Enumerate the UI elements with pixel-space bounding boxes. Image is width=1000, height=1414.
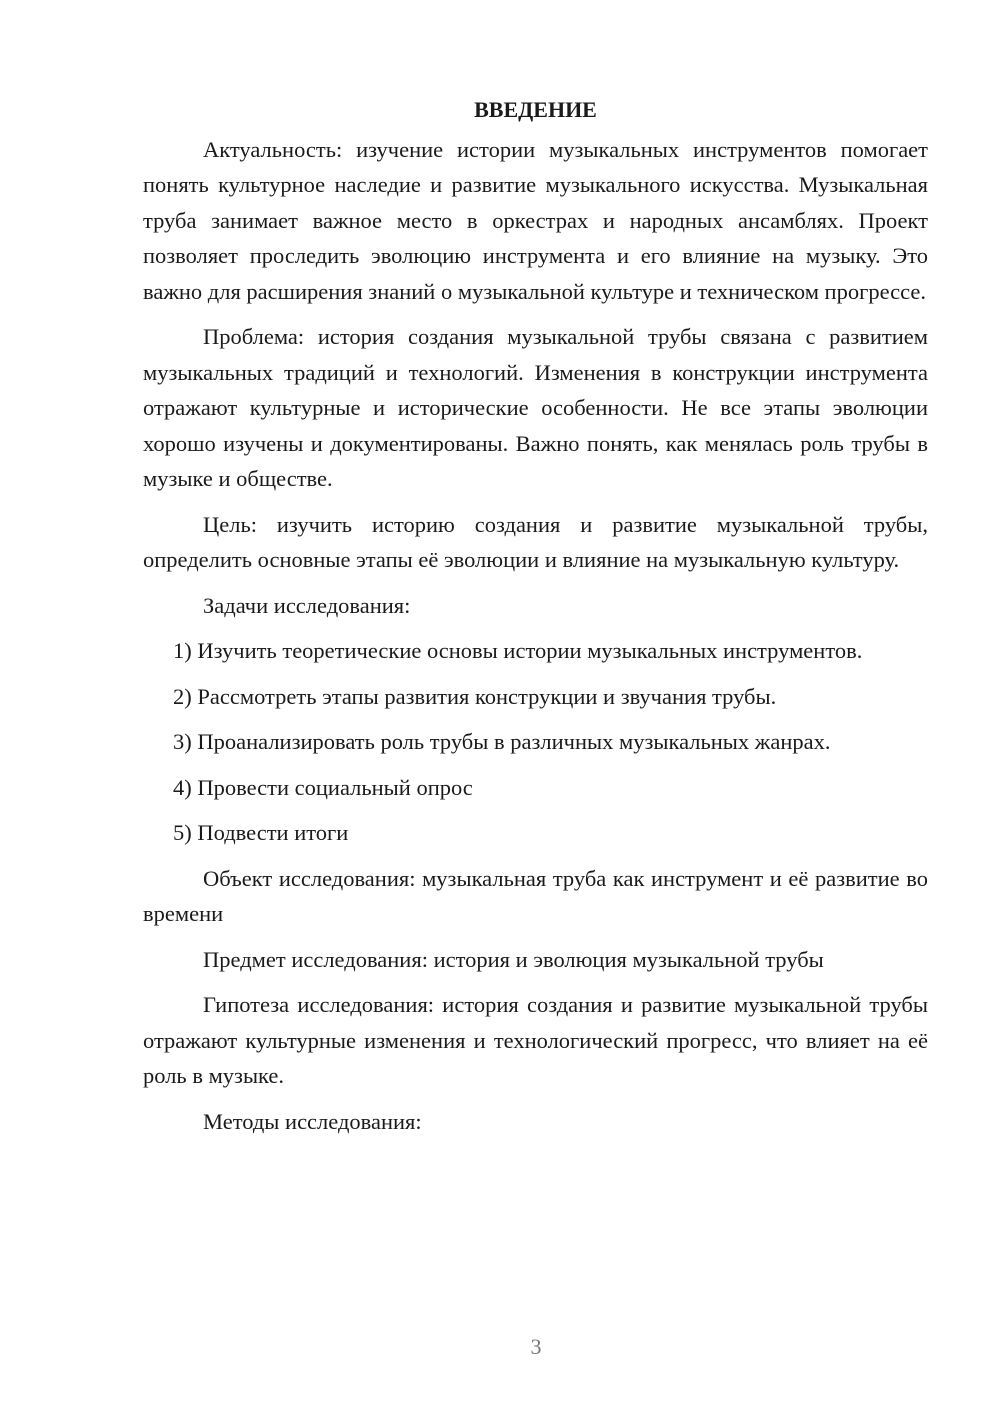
list-item: 3) Проанализировать роль трубы в различных музыкальных жанрах. <box>173 729 831 754</box>
page-number: 3 <box>530 1334 542 1359</box>
hypothesis-paragraph: Гипотеза исследования: история создания и развитие музыкальной трубы отражают культурные изменения и технологический прогресс, что влияет на её роль в музыке. <box>143 992 928 1088</box>
subject-paragraph: Предмет исследования: история и эволюция музыкальной трубы <box>203 946 824 972</box>
document-page <box>143 92 928 1149</box>
list-item: 5) Подвести итоги <box>173 820 349 845</box>
tasks-title: Задачи исследования: <box>203 592 411 618</box>
tasks-list <box>143 633 928 851</box>
page-title: ВВЕДЕНИЕ <box>474 97 597 122</box>
list-item: 2) Рассмотреть этапы развития конструкции и звучания трубы. <box>173 683 777 709</box>
methods-title: Методы исследования: <box>203 1108 422 1134</box>
problem-paragraph: Проблема: история создания музыкальной трубы связана с развитием музыкальных традиций и технологий. Изменения в конструкции инструмента отражают культурные и исторические особенности. Не все этапы эволюции хорошо изучены и документированы. Важно понять, как менялась роль трубы в музыке и обществе. <box>143 324 928 491</box>
list-item: 1) Изучить теоретические основы истории музыкальных инструментов. <box>173 638 863 663</box>
goal-paragraph: Цель: изучить историю создания и развитие музыкальной трубы, определить основные этапы её эволюции и влияние на музыкальную культуру. <box>143 511 928 572</box>
list-item: 4) Провести социальный опрос <box>173 774 473 800</box>
relevance-paragraph: Актуальность: изучение истории музыкальных инструментов помогает понять культурное наследие и развитие музыкального искусства. Музыкальная труба занимает важное место в оркестрах и народных ансамблях. Проект позволяет проследить эволюцию инструмента и его влияние на музыку. Это важно для расширения знаний о музыкальной культуре и техническом прогрессе. <box>143 136 928 304</box>
object-paragraph: Объект исследования: музыкальная труба как инструмент и её развитие во времени <box>143 865 928 926</box>
